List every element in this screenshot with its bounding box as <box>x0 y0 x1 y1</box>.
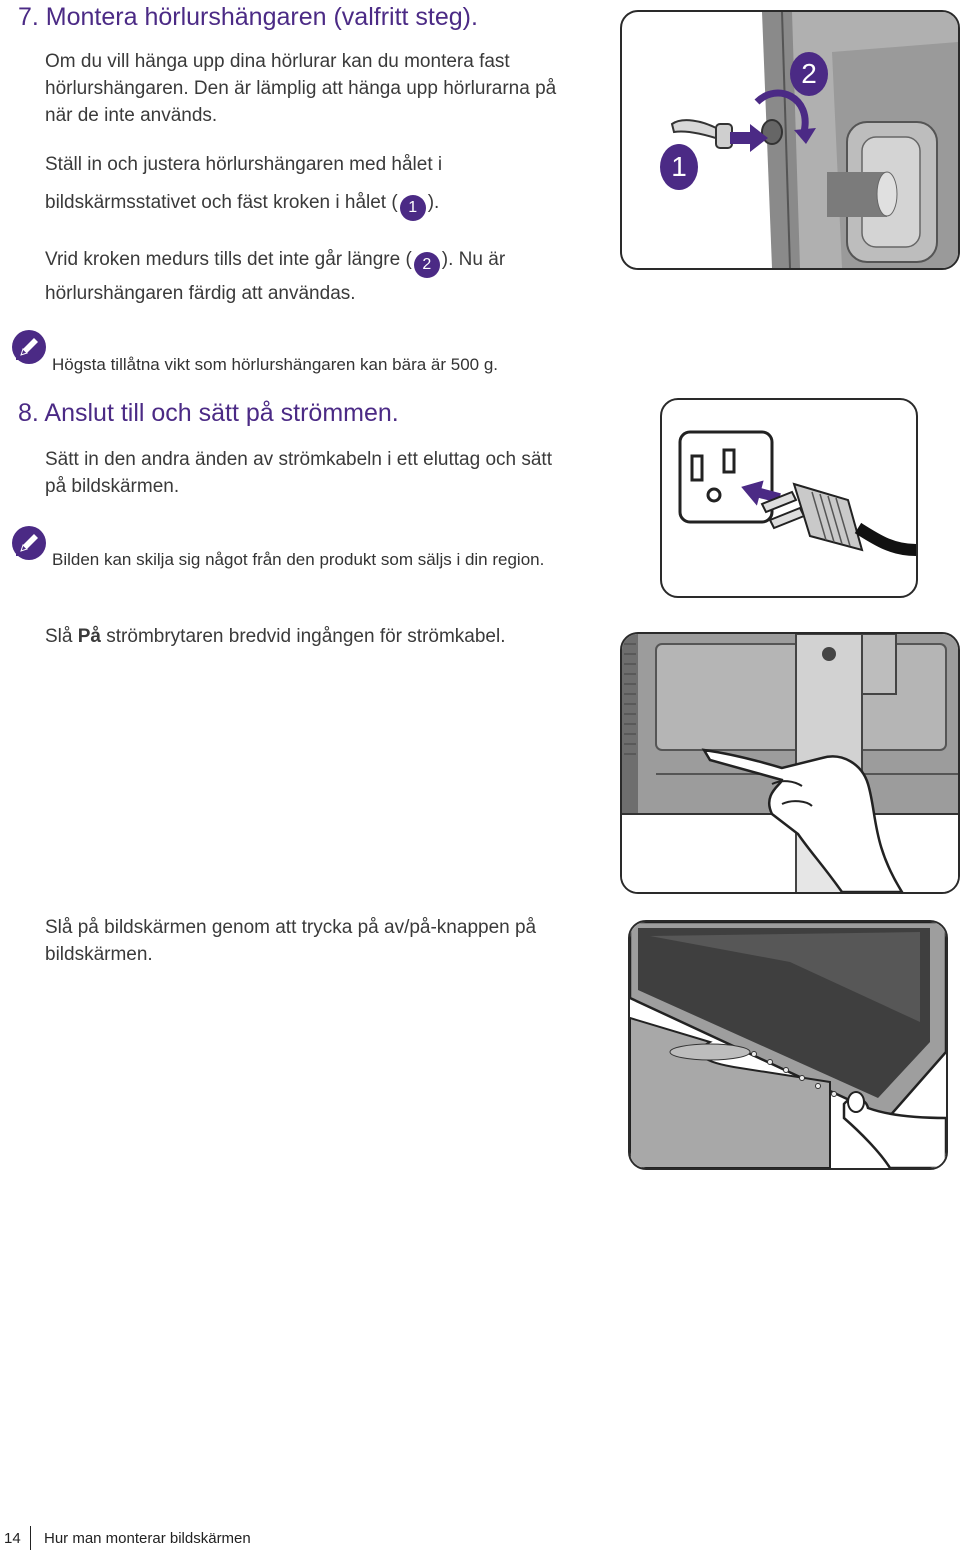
footer-title: Hur man monterar bildskärmen <box>44 1530 251 1547</box>
paragraph-text: Vrid kroken medurs tills det inte går längre ( <box>45 249 412 270</box>
step-2-callout: 2 <box>790 52 828 96</box>
section-8-paragraph-2 <box>45 623 605 650</box>
section-7-heading: 7. Montera hörlurshängaren (valfritt steg). <box>18 3 478 31</box>
page-number: 14 <box>4 1530 21 1547</box>
paragraph-text: strömbrytaren bredvid ingången för strömkabel. <box>101 626 506 647</box>
step-1-callout: 1 <box>660 144 698 190</box>
section-7-paragraph-3 <box>45 244 565 310</box>
section-7-note: Högsta tillåtna vikt som hörlurshängaren kan bära är 500 g. <box>52 355 499 374</box>
power-switch-illustration <box>620 632 960 894</box>
section-8-paragraph-3: Slå på bildskärmen genom att trycka på av/på-knappen på bildskärmen. <box>45 917 537 965</box>
step-2-badge: 2 <box>414 252 440 278</box>
pencil-note-icon <box>10 524 48 562</box>
paragraph-text: ). <box>427 192 440 213</box>
headphone-hanger-illustration <box>620 10 960 270</box>
on-keyword: På <box>77 626 101 647</box>
section-8-heading: 8. Anslut till och sätt på strömmen. <box>18 399 399 427</box>
pencil-note-icon <box>10 328 48 366</box>
footer-divider <box>30 1526 31 1550</box>
section-7-paragraph-2 <box>45 146 565 222</box>
power-plug-illustration <box>660 398 918 598</box>
paragraph-text: Ställ in och justera hörlurshängaren med hålet i bildskärmsstativet och fäst kroken i hålet ( <box>45 154 443 213</box>
section-8-note: Bilden kan skilja sig något från den produkt som säljs i din region. <box>52 550 545 569</box>
paragraph-text: ). Nu är hörlurshängaren färdig att användas. <box>45 249 506 304</box>
step-1-badge: 1 <box>400 195 426 221</box>
section-8-paragraph-1: Sätt in den andra änden av strömkabeln i ett eluttag och sätt på bildskärmen. <box>45 449 552 497</box>
section-7-paragraph-1: Om du vill hänga upp dina hörlurar kan du montera fast hörlurshängaren. Den är lämplig att hänga upp hörlurarna på när de inte används. <box>45 51 557 126</box>
power-button-illustration <box>628 920 948 1170</box>
paragraph-text: Slå <box>45 626 78 647</box>
